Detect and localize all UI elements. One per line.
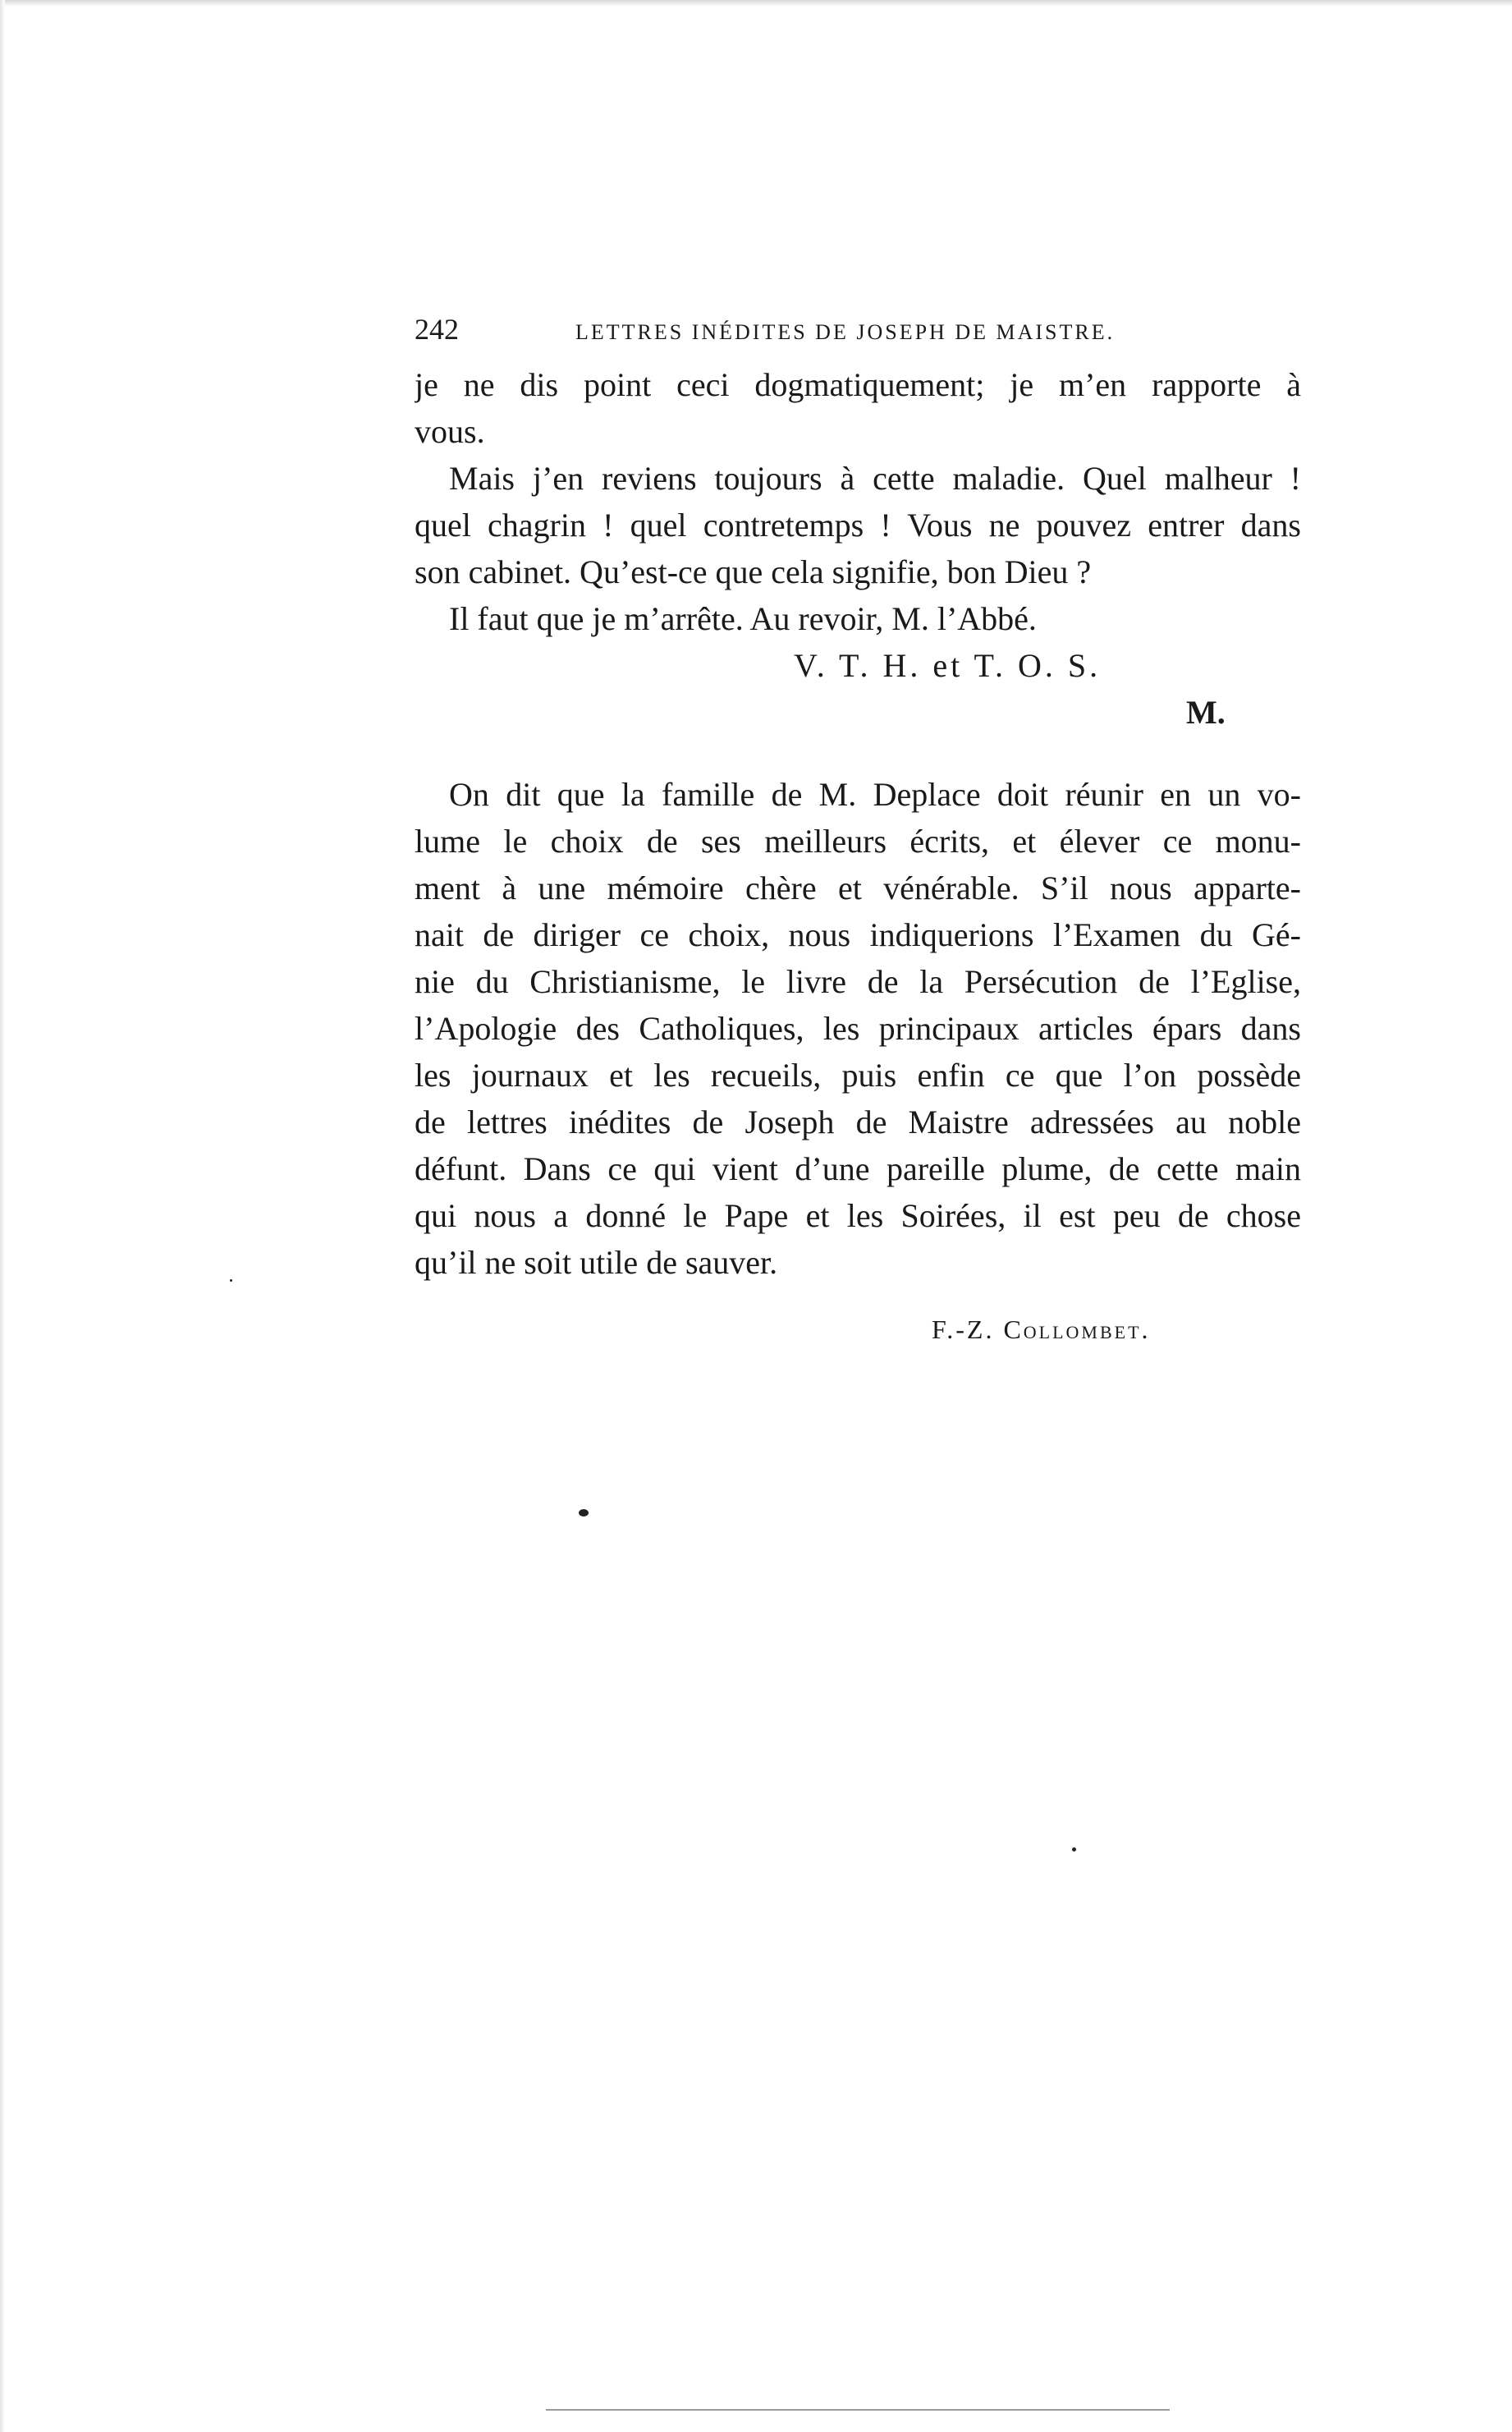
text-line: qui nous a donné le Pape et les Soirées, il est peu de chose: [415, 1197, 1301, 1234]
text-line: quel chagrin ! quel contretemps ! Vous ne pouvez entrer dans: [415, 507, 1301, 544]
text-line: ment à une mémoire chère et vénérable. S’il nous apparte-: [415, 870, 1301, 906]
author-initials: F.-Z.: [932, 1315, 995, 1344]
page-gutter-shadow: [0, 0, 5, 2432]
text-line: Il faut que je m’arrête. Au revoir, M. l’Abbé.: [449, 600, 1037, 637]
text-line: nait de diriger ce choix, nous indiquerions l’Examen du Gé-: [415, 916, 1301, 953]
text-line: son cabinet. Qu’est-ce que cela signifie, bon Dieu ?: [415, 553, 1092, 590]
ink-speck: [579, 1509, 589, 1517]
page-bottom-edge: [546, 2409, 1170, 2411]
text-line: de lettres inédites de Joseph de Maistre adressées au noble: [415, 1104, 1301, 1140]
ink-speck: [230, 1279, 232, 1282]
page-content: [415, 312, 1301, 1353]
running-head: [415, 312, 1301, 361]
author-signature: [415, 1306, 1301, 1353]
page-edge-shadow: [0, 0, 1512, 7]
letter-signature: M.: [1186, 694, 1226, 731]
text-line: les journaux et les recueils, puis enfin ce que l’on possède: [415, 1057, 1301, 1094]
text-line: On dit que la famille de M. Deplace doit réunir en un vo-: [449, 776, 1301, 813]
text-line: vous.: [415, 413, 485, 450]
author-name: Collombet.: [1003, 1315, 1151, 1344]
text-line: Mais j’en reviens toujours à cette maladie. Quel malheur !: [449, 460, 1301, 497]
text-line: lume le choix de ses meilleurs écrits, et élever ce monu-: [415, 823, 1301, 860]
text-line: l’Apologie des Catholiques, les principaux articles épars dans: [415, 1010, 1301, 1047]
text-line: qu’il ne soit utile de sauver.: [415, 1244, 778, 1281]
editor-note: [415, 771, 1301, 1353]
text-line: nie du Christianisme, le livre de la Persécution de l’Eglise,: [415, 963, 1301, 1000]
ink-speck: [1072, 1847, 1076, 1852]
letter-closing: V. T. H. et T. O. S.: [794, 647, 1102, 684]
text-line: défunt. Dans ce qui vient d’une pareille plume, de cette main: [415, 1150, 1301, 1187]
page-number: 242: [415, 313, 459, 346]
text-line: je ne dis point ceci dogmatiquement; je m’en rapporte à: [415, 366, 1301, 403]
running-title: LETTRES INÉDITES DE JOSEPH DE MAISTRE.: [575, 320, 1116, 344]
letter-body: [415, 361, 1301, 736]
